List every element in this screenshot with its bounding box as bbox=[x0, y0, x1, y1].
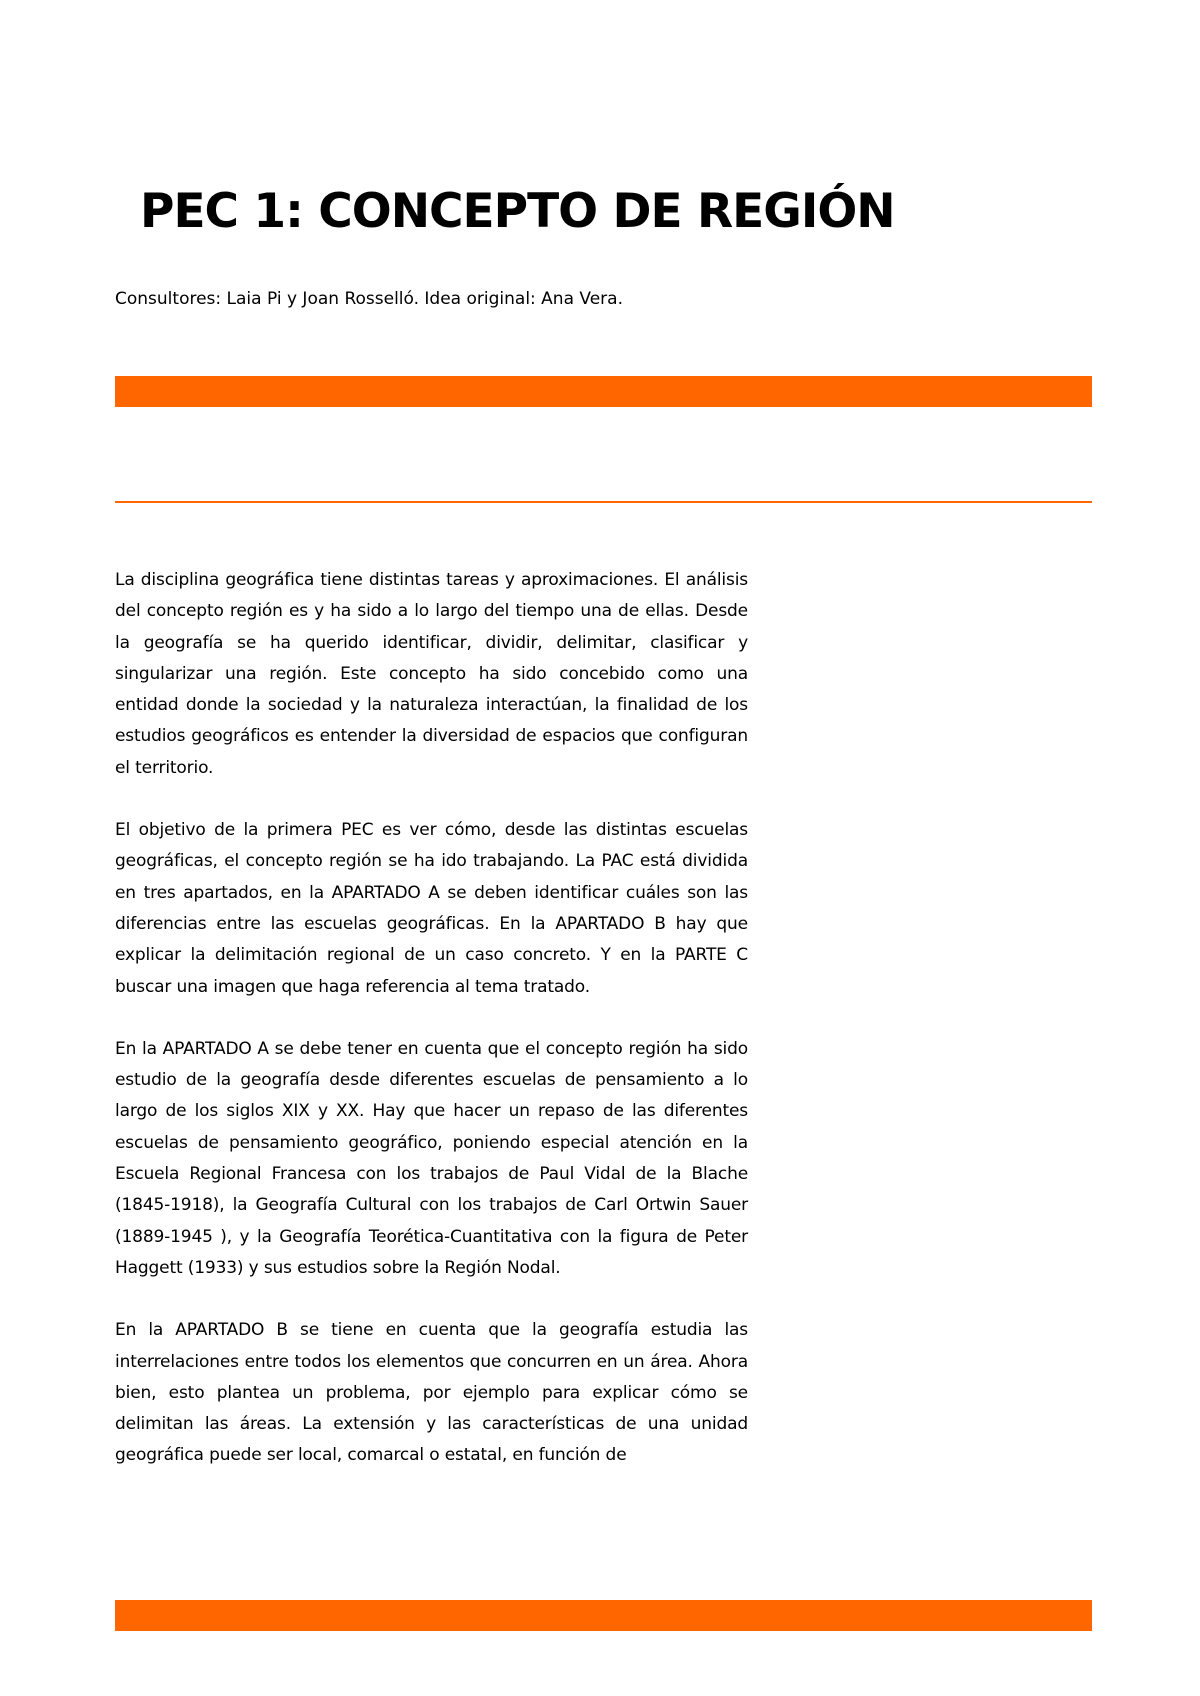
paragraph-objective: El objetivo de la primera PEC es ver cómo, desde las distintas escuelas geográficas, el concepto región se ha ido trabajando. La PAC está dividida en tres apartados, en la APARTADO A se deben identificar cuáles son las diferencias entre las escuelas geográficas. En la APARTADO B hay que explicar la delimitación regional de un caso concreto. Y en la PARTE C buscar una imagen que haga referencia al tema tratado. bbox=[115, 820, 748, 997]
page-title: PEC 1: CONCEPTO DE REGIÓN bbox=[140, 184, 895, 239]
footer-orange-band bbox=[115, 1600, 1092, 1631]
header-orange-band bbox=[115, 376, 1092, 407]
body-text bbox=[115, 565, 748, 1472]
orange-divider-line bbox=[115, 501, 1092, 503]
consultants-line: Consultores: Laia Pi y Joan Rosselló. Idea original: Ana Vera. bbox=[115, 289, 623, 309]
paragraph-section-a: En la APARTADO A se debe tener en cuenta que el concepto región ha sido estudio de la geografía desde diferentes escuelas de pensamiento a lo largo de los siglos XIX y XX. Hay que hacer un repaso de las diferentes escuelas de pensamiento geográfico, poniendo especial atención en la Escuela Regional Francesa con los trabajos de Paul Vidal de la Blache (1845-1918), la Geografía Cultural con los trabajos de Carl Ortwin Sauer (1889-1945 ), y la Geografía Teorética-Cuantitativa con la figura de Peter Haggett (1933) y sus estudios sobre la Región Nodal. bbox=[115, 1038, 748, 1278]
paragraph-section-b: En la APARTADO B se tiene en cuenta que la geografía estudia las interrelaciones entre todos los elementos que concurren en un área. Ahora bien, esto plantea un problema, por ejemplo para explicar cómo se delimitan las áreas. La extensión y las características de una unidad geográfica puede ser local, comarcal o estatal, en función de bbox=[115, 1320, 748, 1466]
paragraph-intro: La disciplina geográfica tiene distintas tareas y aproximaciones. El análisis del concepto región es y ha sido a lo largo del tiempo una de ellas. Desde la geografía se ha querido identificar, dividir, delimitar, clasificar y singularizar una región. Este concepto ha sido concebido como una entidad donde la sociedad y la naturaleza interactúan, la finalidad de los estudios geográficos es entender la diversidad de espacios que configuran el territorio. bbox=[115, 570, 748, 778]
